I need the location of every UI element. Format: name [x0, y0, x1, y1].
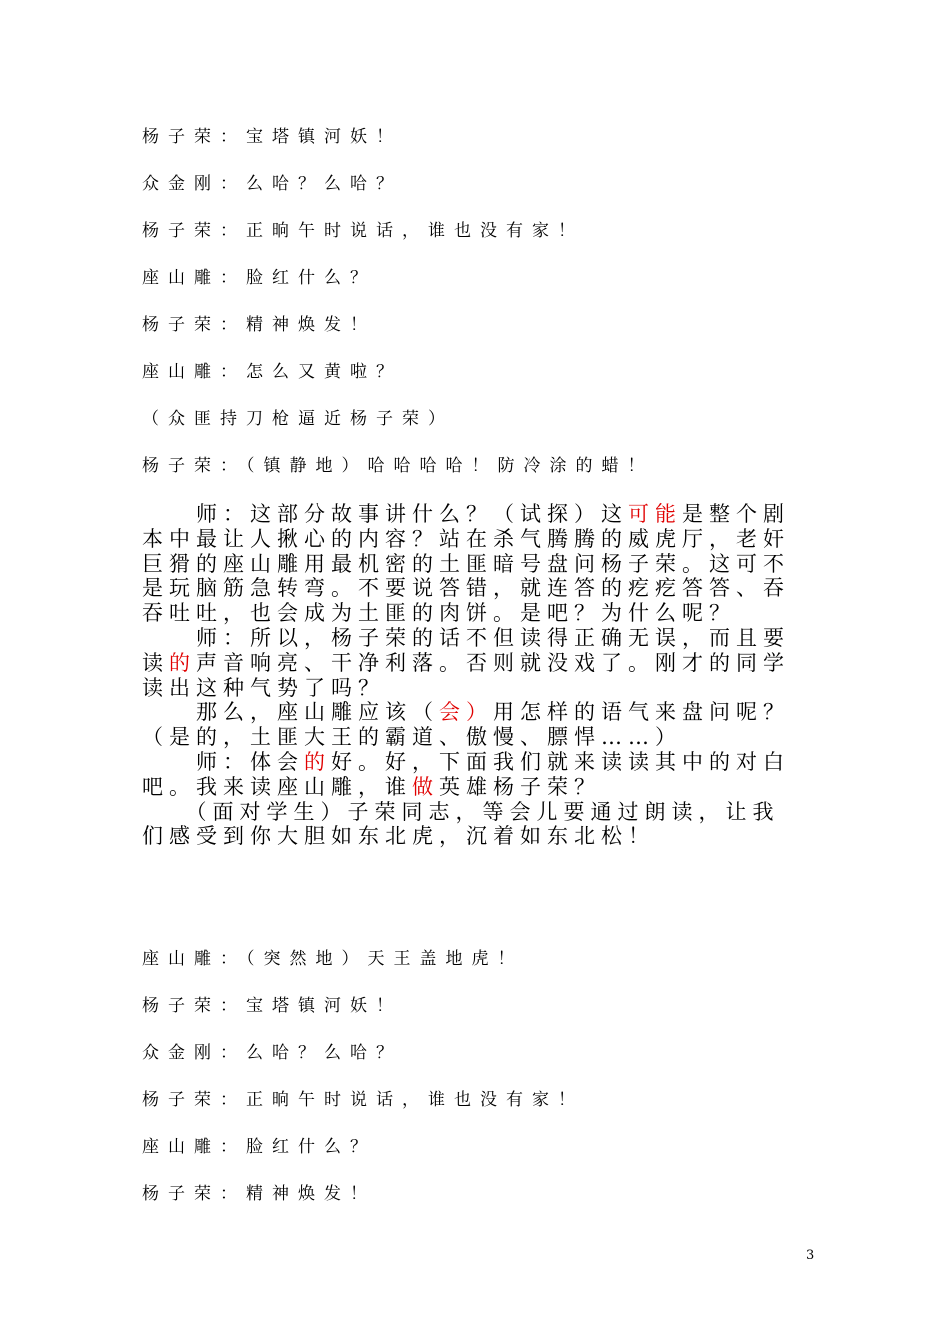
page-number: 3	[806, 1248, 815, 1263]
dialogue-line: 座山雕：脸红什么？	[142, 1137, 376, 1157]
paragraph-1: 师：这部分故事讲什么？（试探）这可能是整个剧本中最让人揪心的内容？站在杀气腾腾的威虎厅，老奸巨猾的座山雕用最机密的土匪暗号盘问杨子荣。这可不是玩脑筋急转弯。不要说答错，就连答的疙疙答答、吞吞吐吐，也会成为土匪的肉饼。是吧？为什么呢？	[142, 502, 790, 626]
dialogue-line: 杨子荣：宝塔镇河妖！	[142, 996, 402, 1016]
dialogue-line: 众金刚：么哈？么哈？	[142, 1043, 402, 1063]
paragraph-4: 师：体会的好。好，下面我们就来读读其中的对白吧。我来读座山雕，谁做英雄杨子荣？	[142, 749, 790, 799]
dialogue-line: 杨子荣：精神焕发！	[142, 315, 376, 335]
highlight-text: 会）	[439, 700, 493, 725]
dialogue-line: 座山雕：（突然地）天王盖地虎！	[142, 949, 524, 969]
paragraph-5: （面对学生）子荣同志，等会儿要通过朗读，让我们感受到你大胆如东北虎，沉着如东北松！	[142, 799, 780, 849]
stage-direction: （众匪持刀枪逼近杨子荣）	[142, 409, 454, 429]
dialogue-line: 杨子荣：正晌午时说话，谁也没有家！	[142, 1090, 584, 1110]
paragraph-3: 那么，座山雕应该（会）用怎样的语气来盘问呢？（是的，土匪大王的霸道、傲慢、膘悍……）	[142, 700, 790, 750]
dialogue-line: 杨子荣：宝塔镇河妖！	[142, 127, 402, 147]
teacher-commentary	[142, 502, 802, 946]
dialogue-line: 座山雕：脸红什么？	[142, 268, 376, 288]
highlight-text: 可能	[628, 502, 682, 526]
dialogue-line: 杨子荣：（镇静地）哈哈哈哈！防冷涂的蜡！	[142, 456, 654, 476]
dialogue-line: 杨子荣：精神焕发！	[142, 1184, 376, 1204]
dialogue-line: 众金刚：么哈？么哈？	[142, 174, 402, 194]
highlight-text: 的	[169, 650, 196, 675]
paragraph-2: 师：所以，杨子荣的话不但读得正确无误，而且要读的声音响亮、干净利落。否则就没戏了。刚才的同学读出这种气势了吗？	[142, 625, 790, 700]
highlight-text: 做	[412, 774, 439, 799]
highlight-text: 的	[304, 749, 331, 774]
dialogue-line: 杨子荣：正晌午时说话，谁也没有家！	[142, 221, 584, 241]
dialogue-line: 座山雕：怎么又黄啦？	[142, 362, 402, 382]
